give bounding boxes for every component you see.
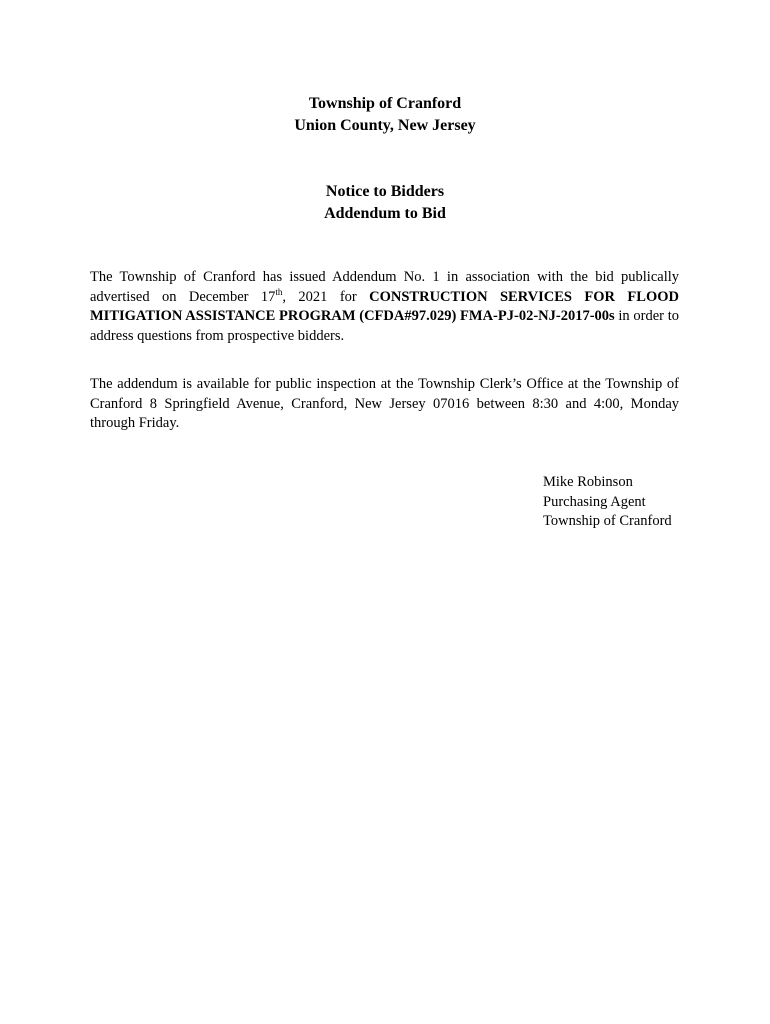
inspection-paragraph: The addendum is available for public inspection at the Township Clerk’s Office at the Township of Cranford 8 Springfield Avenue, Cranford, New Jersey 07016 between 8:30 and 4:00, Monday through Friday. [90, 376, 679, 431]
addendum-paragraph [90, 268, 679, 346]
signature-block [543, 473, 672, 532]
signer-organization: Township of Cranford [543, 513, 672, 529]
paragraph-intro: The Township of Cranford has issued Addendum No. 1 in association with the bid publically advertised on December 17 [90, 269, 679, 305]
paragraph-closing: in order to address questions from prospective bidders. [90, 308, 679, 344]
county-state: Union County, New Jersey [294, 117, 476, 134]
signer-name: Mike Robinson [543, 474, 633, 490]
notice-subtitle: Addendum to Bid [324, 205, 446, 222]
signer-title: Purchasing Agent [543, 493, 646, 510]
notice-header [0, 181, 770, 225]
paragraph-date-continuation: , 2021 for [282, 288, 370, 305]
date-ordinal-suffix: th [275, 286, 283, 297]
project-title: CONSTRUCTION SERVICES FOR FLOOD MITIGATION ASSISTANCE PROGRAM (CFDA#97.029) FMA-PJ-02-NJ-2017-00s [90, 288, 679, 324]
organization-header [0, 93, 770, 137]
township-name: Township of Cranford [308, 95, 462, 112]
notice-title: Notice to Bidders [325, 183, 445, 200]
